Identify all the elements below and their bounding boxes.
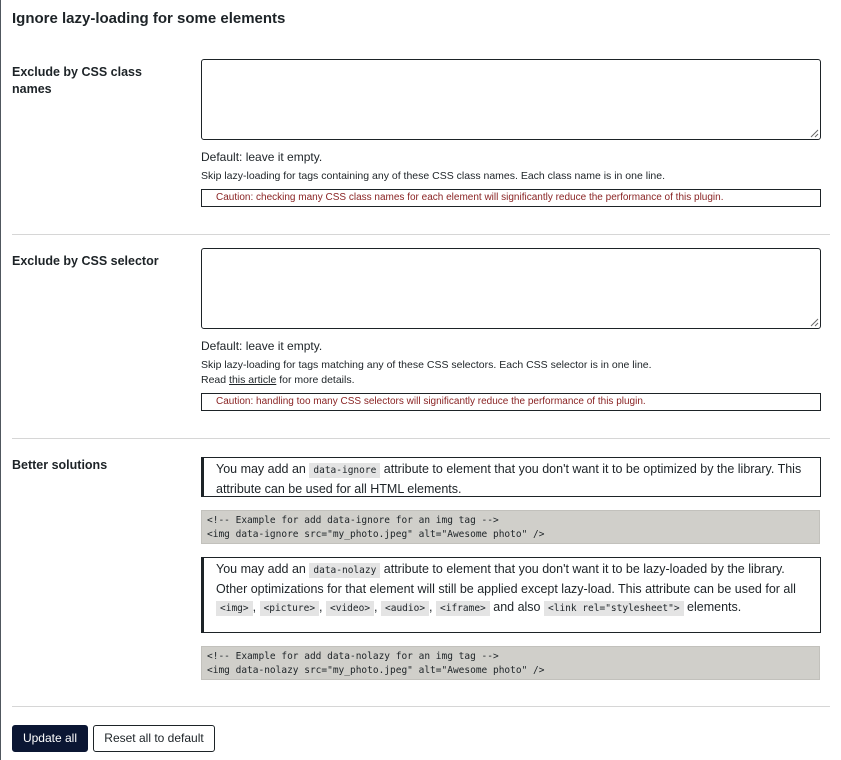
tag-code: <audio> <box>381 601 429 616</box>
class-names-caution: Caution: checking many CSS class names for each element will significantly reduce the performance of this plugin. <box>201 189 821 207</box>
selector-description: Skip lazy-loading for tags matching any of these CSS selectors. Each CSS selector is in one line. <box>201 359 652 371</box>
left-border <box>0 0 1 760</box>
selector-textarea[interactable] <box>201 248 821 329</box>
class-names-default: Default: leave it empty. <box>201 150 323 164</box>
section-divider <box>12 438 830 439</box>
tag-code: <picture> <box>260 601 319 616</box>
update-all-button[interactable]: Update all <box>12 725 88 752</box>
class-names-description: Skip lazy-loading for tags containing any of these CSS class names. Each class name is in one line. <box>201 170 665 182</box>
selector-read-more <box>201 373 355 388</box>
page-title: Ignore lazy-loading for some elements <box>12 10 286 27</box>
resize-grip-icon[interactable] <box>810 129 819 138</box>
tag-code: <iframe> <box>436 601 490 616</box>
notice-text: You may add an <box>216 562 306 576</box>
notice-text: elements. <box>687 600 742 614</box>
selector-default: Default: leave it empty. <box>201 339 323 353</box>
code-line: <!-- Example for add data-nolazy for an img tag --> <box>207 651 499 662</box>
selector-caution: Caution: handling too many CSS selectors will significantly reduce the performance of this plugin. <box>201 393 821 411</box>
data-nolazy-code: data-nolazy <box>309 563 380 578</box>
section-divider <box>12 706 830 707</box>
better-solutions-label: Better solutions <box>12 458 108 472</box>
data-ignore-example <box>201 510 820 544</box>
notice-text: attribute to element that you don't want it to be optimized by the library. This attribute can be used for all HTML elements. <box>216 462 802 496</box>
class-names-textarea[interactable] <box>201 59 821 140</box>
notice-text: attribute to element that you don't want it to be lazy-loaded by the library. Other optimizations for that element will still be applied except lazy-load. This attribute can be used for all <box>216 562 796 596</box>
data-ignore-code: data-ignore <box>309 463 380 478</box>
resize-grip-icon[interactable] <box>810 318 819 327</box>
reset-default-button[interactable]: Reset all to default <box>93 725 215 752</box>
notice-text: You may add an <box>216 462 306 476</box>
tag-code: <video> <box>326 601 374 616</box>
tag-code: <img> <box>216 601 253 616</box>
code-line: <img data-ignore src="my_photo.jpeg" alt="Awesome photo" /> <box>207 529 545 540</box>
read-prefix: Read <box>201 374 227 386</box>
this-article-link[interactable]: this article <box>229 374 277 386</box>
notice-text: and also <box>493 600 541 614</box>
class-names-label: Exclude by CSS class names <box>12 65 142 96</box>
data-nolazy-notice: You may add an data-nolazy attribute to element that you don't want it to be lazy-loaded by the library. Other optimizations for that element will still be applied except lazy-load. This attribute can be used for all <img> , <picture> , <video> , <audio> , <iframe> and also <link rel="stylesheet"> elements. <box>201 557 821 633</box>
code-line: <!-- Example for add data-ignore for an img tag --> <box>207 515 499 526</box>
data-ignore-notice <box>201 457 821 497</box>
read-suffix: for more details. <box>279 374 355 386</box>
selector-label: Exclude by CSS selector <box>12 254 159 268</box>
section-divider <box>12 234 830 235</box>
link-tag-code: <link rel="stylesheet"> <box>544 601 684 616</box>
data-nolazy-example <box>201 646 820 680</box>
code-line: <img data-nolazy src="my_photo.jpeg" alt="Awesome photo" /> <box>207 665 545 676</box>
